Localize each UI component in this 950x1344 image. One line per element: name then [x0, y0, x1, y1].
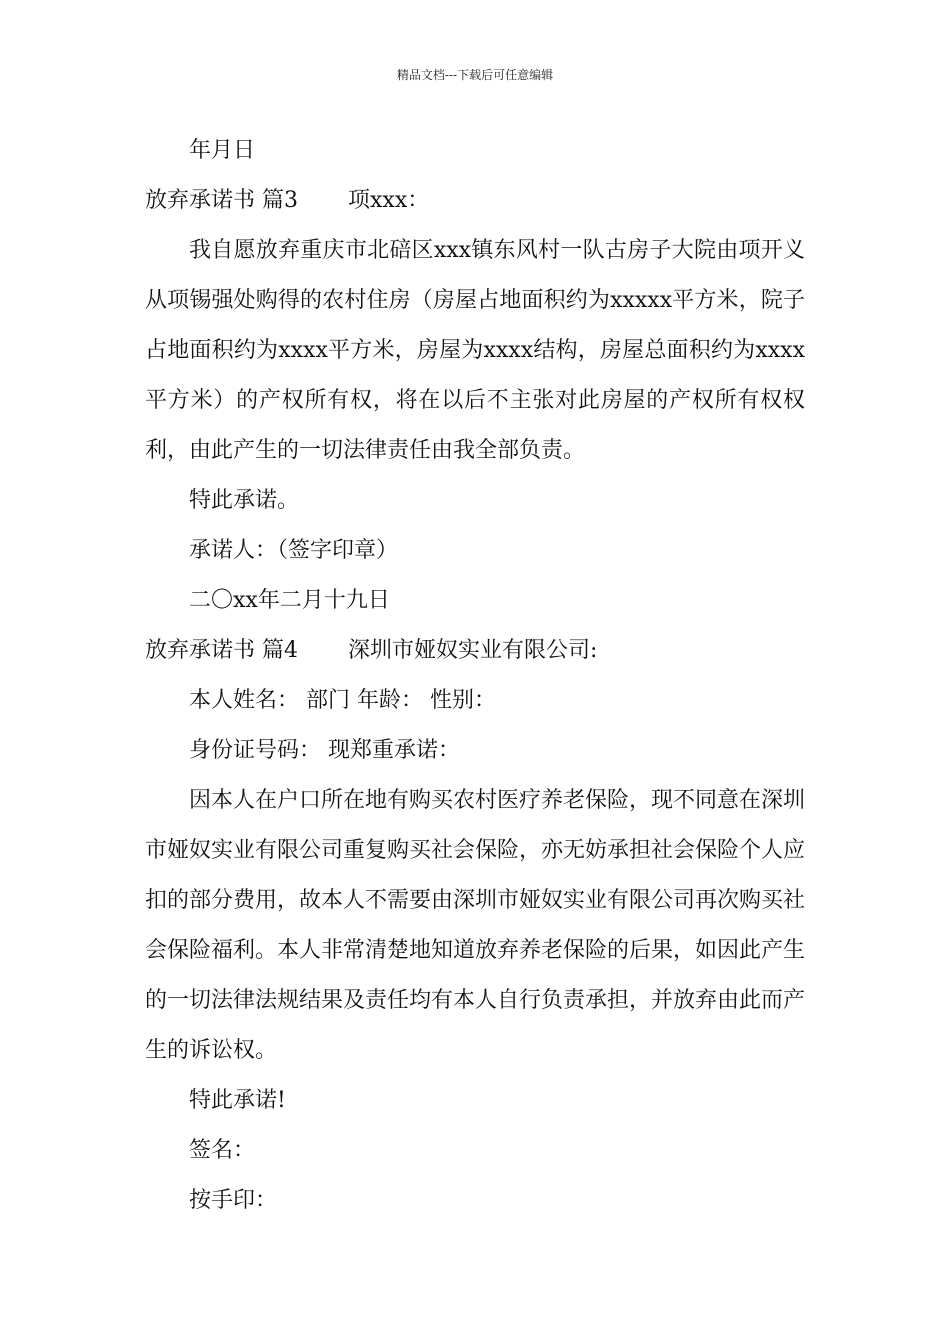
document-body	[145, 126, 805, 1226]
section4-heading-line	[145, 626, 805, 676]
section3-body: 我自愿放弃重庆市北碚区xxx镇东风村一队古房子大院由项开义从项锡强处购得的农村住房（房屋占地面积约为xxxxx平方米，院子占地面积约为xxxx平方米，房屋为xxxx结构，房屋总面积约为xxxx平方米）的产权所有权，将在以后不主张对此房屋的产权所有权权利，由此产生的一切法律责任由我全部负责。	[145, 238, 805, 463]
section4-info-id: 身份证号码： 现郑重承诺：	[189, 738, 460, 763]
section4-title: 放弃承诺书 篇4	[145, 638, 298, 663]
section4-info-name: 本人姓名： 部门 年龄： 性别：	[189, 688, 496, 713]
section4-sign: 签名：	[189, 1138, 256, 1163]
section4-body: 因本人在户口所在地有购买农村医疗养老保险，现不同意在深圳市娅奴实业有限公司重复购买社会保险，亦无妨承担社会保险个人应扣的部分费用，故本人不需要由深圳市娅奴实业有限公司再次购买社会保险福利。本人非常清楚地知道放弃养老保险的后果，如因此产生的一切法律法规结果及责任均有本人自行负责承担，并放弃由此而产生的诉讼权。	[145, 788, 806, 1063]
section4-fingerprint: 按手印：	[189, 1188, 278, 1213]
section3-heading-line	[145, 176, 805, 226]
section3-date: 二〇xx年二月十九日	[189, 588, 390, 613]
section3-closing: 特此承诺。	[189, 488, 300, 513]
section3-title: 放弃承诺书 篇3	[145, 188, 298, 213]
section4-addressee: 深圳市娅奴实业有限公司:	[348, 638, 598, 663]
section3-addressee: 项xxx：	[348, 188, 430, 213]
section4-closing: 特此承诺!	[189, 1088, 286, 1113]
page-header: 精品文档---下载后可任意编辑	[396, 68, 554, 82]
date-placeholder: 年月日	[189, 138, 256, 163]
section3-signer: 承诺人：（签字印章）	[189, 538, 399, 563]
